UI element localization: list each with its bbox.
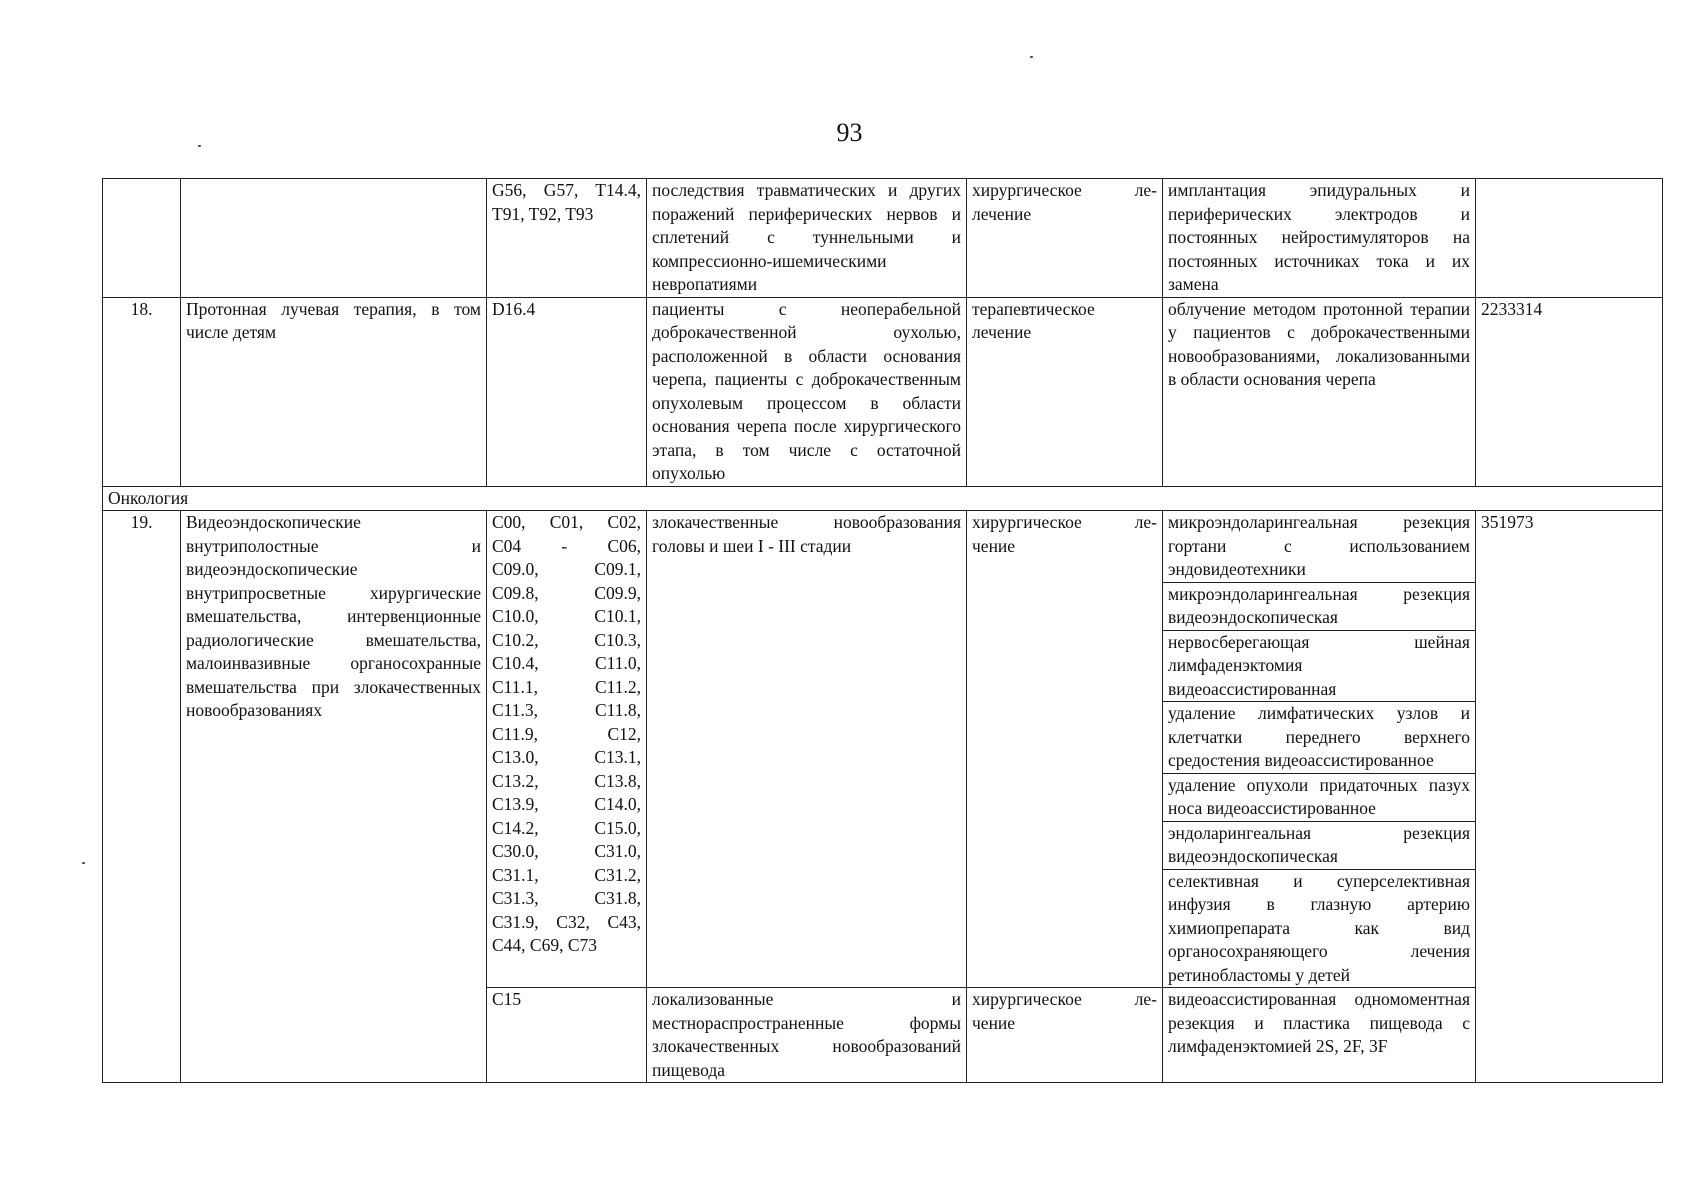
code-line: C09.0, C09.1,	[492, 559, 641, 579]
code-line: C10.0, C10.1,	[492, 606, 641, 626]
method-item: удаление лимфатических узлов и клетчатки переднего верхнего средостения видеоассистированное	[1163, 701, 1475, 773]
code-line: C11.3, C11.8,	[492, 700, 641, 720]
code-line: C10.2, C10.3,	[492, 629, 641, 650]
treatment-type	[967, 511, 1163, 988]
treatment-method: имплантация эпидуральных и периферических электродов и постоянных нейростимуляторов на постоянных источниках тока и их замена	[1163, 179, 1476, 298]
procedures-table	[102, 178, 1663, 1083]
method-item: микроэндоларингеальная резекция видеоэндоскопическая	[1163, 582, 1475, 630]
code-line: C00, C01, C02,	[492, 512, 641, 532]
cost: 2233314	[1476, 297, 1663, 486]
code-line: C13.0, C13.1,	[492, 747, 641, 767]
code-line: C04 - C06,	[492, 535, 641, 556]
section-row	[103, 486, 1663, 511]
hyphen-part: ле-	[1134, 989, 1157, 1009]
page-number: 93	[836, 118, 863, 147]
code-line: C10.4, C11.0,	[492, 653, 641, 673]
table-row-continuation	[103, 179, 1663, 298]
scan-speck	[82, 862, 85, 864]
row-number: 18.	[103, 297, 181, 486]
section-title: Онкология	[103, 486, 1663, 511]
scan-speck	[198, 145, 201, 147]
treatment-word-end: чение	[972, 535, 1016, 556]
treatment-word: хирургическое	[972, 989, 1082, 1009]
treatment-type: терапевтическое лечение	[967, 297, 1163, 486]
code-line: C09.8, C09.9,	[492, 582, 641, 603]
row-number	[103, 179, 181, 298]
patient-model: последствия травматических и других поражений периферических нервов и сплетений с туннельными и компрессионно-ишемическими невропатиями	[647, 179, 967, 298]
code-line: C13.2, C13.8,	[492, 770, 641, 791]
treatment-word: хирургическое	[972, 180, 1082, 200]
method-item: селективная и суперселективная инфузия в глазную артерию химиопрепарата как вид органосохраняющего лечения ретинобластомы у детей	[1163, 869, 1475, 988]
hyphen-part: ле-	[1134, 512, 1157, 532]
treatment-methods	[1163, 511, 1476, 988]
patient-model: злокачественные новообразования головы и шеи I - III стадии	[647, 511, 967, 988]
procedure-name	[181, 179, 487, 298]
icd-codes	[487, 511, 647, 988]
table-row-18	[103, 297, 1663, 486]
patient-model: пациенты с неоперабельной доброкачественной оухолью, расположенной в области основания черепа, пациенты с доброкачественным опухолевым процессом в области основания черепа после хирургического этапа, в том числе с остаточной опухолью	[647, 297, 967, 486]
code-line: C13.9, C14.0,	[492, 794, 641, 814]
code-line: C30.0, C31.0,	[492, 841, 641, 861]
icd-codes: C15	[487, 988, 647, 1083]
cost	[1476, 179, 1663, 298]
treatment-method: облучение методом протонной терапии у пациентов с доброкачественными новообразованиями, локализованными в области основания черепа	[1163, 297, 1476, 486]
procedure-name: Видеоэндоскопические внутриполостные и видеоэндоскопические внутрипросветные хирургические вмешательства, интервенционные радиологические вмешательства, малоинвазивные органосохранные вмешательства при злокачественных новообразованиях	[181, 511, 487, 1083]
table-row-19	[103, 511, 1663, 988]
code-line: C31.3, C31.8,	[492, 888, 641, 908]
cost: 351973	[1476, 511, 1663, 1083]
code-line: C11.9, C12,	[492, 723, 641, 744]
method-item: удаление опухоли придаточных пазух носа видеоассистированное	[1163, 773, 1475, 821]
scan-speck	[1030, 56, 1033, 58]
code-line: C31.9, C32, C43,	[492, 911, 641, 932]
treatment-type	[967, 988, 1163, 1083]
code-line: C44, C69, C73	[492, 935, 598, 955]
method-item: микроэндоларингеальная резекция гортани с использованием эндовидеотехники	[1168, 512, 1470, 579]
code-line: C31.1, C31.2,	[492, 864, 641, 885]
method-item: нервосберегающая шейная лимфаденэктомия видеоассистированная	[1163, 630, 1475, 702]
icd-codes	[487, 179, 647, 298]
treatment-word: хирургическое	[972, 512, 1082, 532]
treatment-word-end: лечение	[972, 203, 1032, 224]
icd-codes: D16.4	[487, 297, 647, 486]
code-line: C14.2, C15.0,	[492, 817, 641, 838]
procedure-name: Протонная лучевая терапия, в том числе детям	[181, 297, 487, 486]
code-line: G56, G57, T14.4,	[492, 180, 641, 200]
hyphen-part: ле-	[1134, 180, 1157, 200]
treatment-type	[967, 179, 1163, 298]
code-line: T91, T92, T93	[492, 203, 594, 224]
code-line: C11.1, C11.2,	[492, 676, 641, 697]
method-item: эндоларингеальная резекция видеоэндоскопическая	[1163, 821, 1475, 869]
row-number: 19.	[103, 511, 181, 1083]
treatment-method: видеоассистированная одномоментная резекция и пластика пищевода с лимфаденэктомией 2S, 2F, 3F	[1163, 988, 1476, 1083]
patient-model: локализованные и местнораспространенные формы злокачественных новообразований пищевода	[647, 988, 967, 1083]
treatment-word-end: чение	[972, 1012, 1016, 1033]
